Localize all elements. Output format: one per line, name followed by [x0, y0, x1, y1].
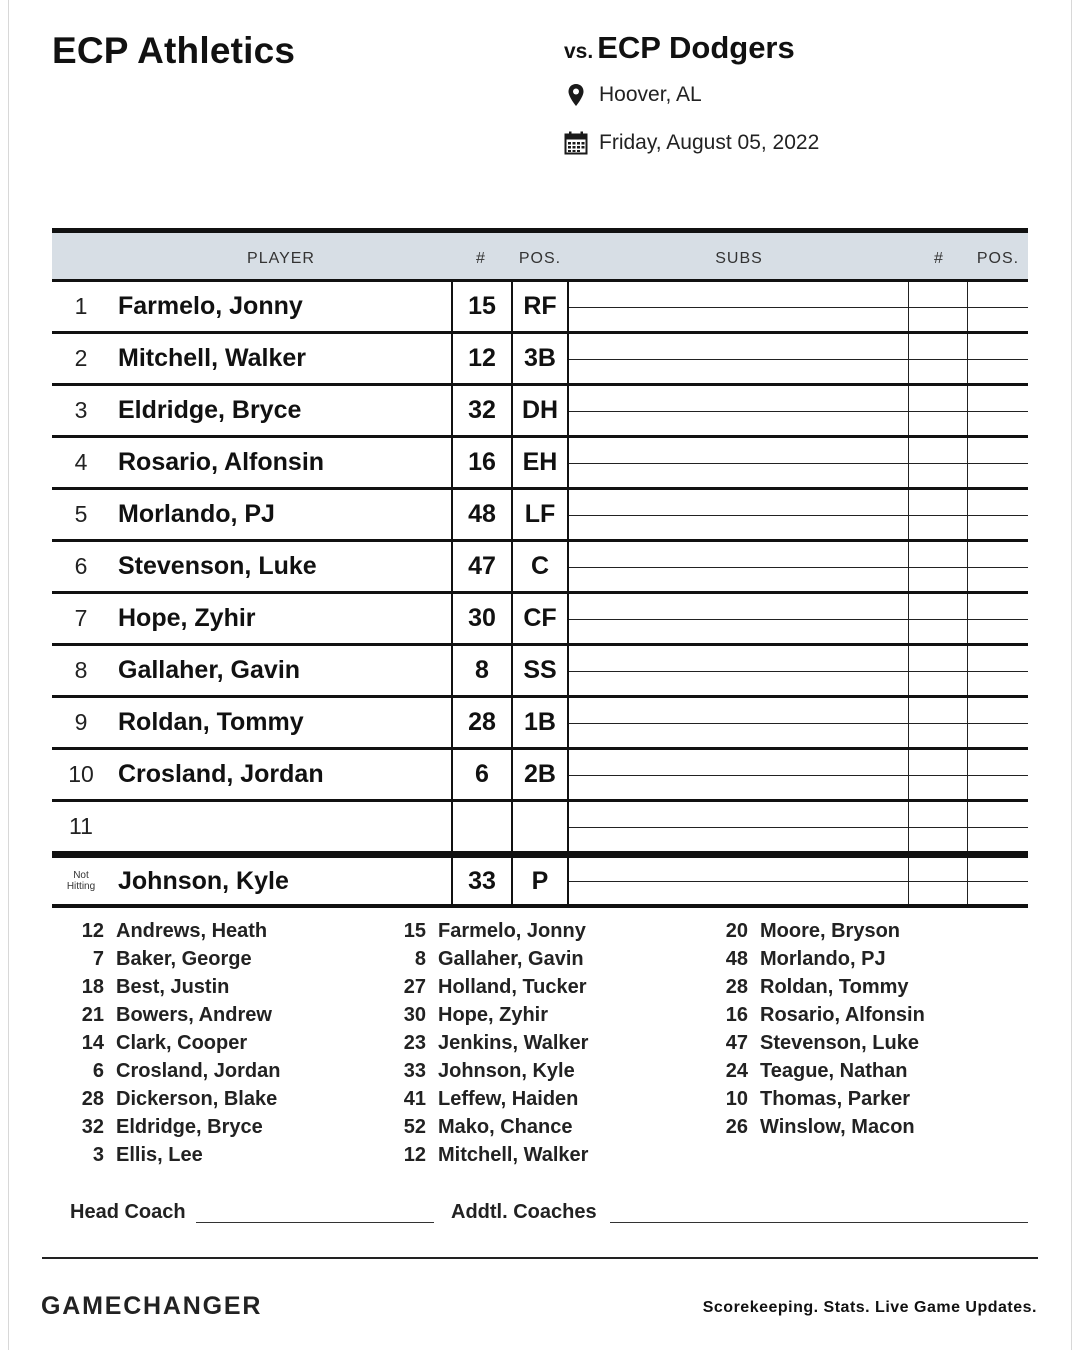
roster-name: Leffew, Haiden [438, 1088, 579, 1110]
batting-order: 9 [74, 709, 88, 735]
roster-name: Mako, Chance [438, 1116, 573, 1138]
lineup-row [52, 386, 1028, 438]
batting-order: 1 [74, 293, 88, 319]
player-number: 16 [451, 438, 511, 487]
roster-item [374, 1032, 588, 1060]
not-hitting-line: Hitting [66, 881, 96, 892]
player-name: Farmelo, Jonny [118, 292, 303, 320]
sub-divider [967, 386, 968, 435]
sub-line [569, 723, 1028, 724]
sub-divider [908, 490, 909, 539]
roster-number: 48 [725, 948, 748, 970]
player-name: Morlando, PJ [118, 500, 275, 528]
roster-name: Gallaher, Gavin [438, 948, 584, 970]
roster-number: 32 [81, 1116, 104, 1138]
sub-line [569, 567, 1028, 568]
lineup-row [52, 542, 1028, 594]
sub-line [569, 881, 1028, 882]
roster-item [374, 976, 588, 1004]
date-row [564, 130, 819, 156]
player-number: 15 [451, 282, 511, 331]
sub-divider [967, 646, 968, 695]
roster-name: Ellis, Lee [116, 1144, 203, 1166]
roster-number: 16 [725, 1004, 748, 1026]
sub-divider [908, 594, 909, 643]
player-name: Stevenson, Luke [118, 552, 317, 580]
roster-item [52, 976, 280, 1004]
sub-divider [967, 802, 968, 851]
sub-divider [967, 858, 968, 904]
player-name: Roldan, Tommy [118, 708, 304, 736]
sub-line [569, 775, 1028, 776]
roster-item [696, 1088, 925, 1116]
roster-number: 24 [725, 1060, 748, 1082]
batting-order: 11 [69, 813, 93, 839]
roster-item [52, 948, 280, 976]
roster-name: Holland, Tucker [438, 976, 587, 998]
roster-item [696, 920, 925, 948]
sub-divider [908, 698, 909, 747]
player-name: Crosland, Jordan [118, 760, 324, 788]
roster-item [374, 948, 588, 976]
player-position: LF [511, 490, 569, 539]
subs-cells[interactable] [569, 438, 1028, 487]
roster-name: Andrews, Heath [116, 920, 268, 942]
roster-name: Johnson, Kyle [438, 1060, 575, 1082]
sub-divider [908, 282, 909, 331]
roster-item [696, 1004, 925, 1032]
player-number: 30 [451, 594, 511, 643]
roster-name: Stevenson, Luke [760, 1032, 919, 1054]
roster-item [696, 1116, 925, 1144]
roster-number: 6 [92, 1060, 104, 1082]
sub-line [569, 619, 1028, 620]
player-number: 12 [451, 334, 511, 383]
lineup-table [52, 228, 1028, 908]
player-position: CF [511, 594, 569, 643]
roster-name: Crosland, Jordan [116, 1060, 281, 1082]
roster-name: Teague, Nathan [760, 1060, 908, 1082]
roster-column [696, 920, 925, 1144]
roster-number: 3 [92, 1144, 104, 1166]
player-number [451, 802, 511, 851]
sub-divider [908, 438, 909, 487]
footer-divider [42, 1257, 1038, 1259]
lineup-row [52, 490, 1028, 542]
subs-cells[interactable] [569, 858, 1028, 904]
player-number: 28 [451, 698, 511, 747]
roster-name: Rosario, Alfonsin [760, 1004, 925, 1026]
roster-number: 41 [403, 1088, 426, 1110]
roster-name: Hope, Zyhir [438, 1004, 549, 1026]
batting-order: 4 [74, 449, 88, 475]
roster-item [374, 1060, 588, 1088]
sub-number-column-header: # [934, 250, 944, 267]
sub-divider [967, 438, 968, 487]
roster-name: Farmelo, Jonny [438, 920, 586, 942]
not-hitting-line: Not [73, 870, 89, 881]
player-position [511, 802, 569, 851]
roster-column [52, 920, 280, 1172]
lineup-row [52, 698, 1028, 750]
lineup-rows [52, 282, 1028, 908]
roster-number: 52 [403, 1116, 426, 1138]
player-number: 33 [451, 858, 511, 904]
lineup-row [52, 594, 1028, 646]
brand-logo: GAMECHANGER [41, 1292, 263, 1320]
roster-item [374, 1116, 588, 1144]
subs-cells[interactable] [569, 750, 1028, 799]
team-name: ECP Athletics [52, 30, 296, 71]
player-number: 8 [451, 646, 511, 695]
sub-divider [908, 802, 909, 851]
subs-cells[interactable] [569, 802, 1028, 851]
lineup-row [52, 646, 1028, 698]
roster-name: Roldan, Tommy [760, 976, 909, 998]
player-position: C [511, 542, 569, 591]
roster-item [696, 976, 925, 1004]
roster-number: 47 [725, 1032, 748, 1054]
roster-item [696, 1060, 925, 1088]
roster-number: 14 [81, 1032, 104, 1054]
roster-name: Best, Justin [116, 976, 230, 998]
sub-line [569, 411, 1028, 412]
roster-item [374, 920, 588, 948]
lineup-row [52, 438, 1028, 490]
batting-order: 5 [74, 501, 88, 527]
roster-name: Baker, George [116, 948, 252, 970]
roster-name: Eldridge, Bryce [116, 1116, 263, 1138]
sub-line [569, 515, 1028, 516]
player-position: SS [511, 646, 569, 695]
sub-line [569, 359, 1028, 360]
player-name: Rosario, Alfonsin [118, 448, 325, 476]
lineup-header [52, 228, 1028, 282]
roster-name: Bowers, Andrew [116, 1004, 272, 1026]
player-number: 6 [451, 750, 511, 799]
player-position: 2B [511, 750, 569, 799]
opponent-name: ECP Dodgers [597, 30, 795, 65]
subs-cells[interactable] [569, 646, 1028, 695]
roster-column [374, 920, 588, 1172]
roster-name: Thomas, Parker [760, 1088, 911, 1110]
roster-number: 30 [403, 1004, 426, 1026]
game-date: Friday, August 05, 2022 [599, 131, 820, 154]
sub-line [569, 463, 1028, 464]
sub-divider [967, 282, 968, 331]
location-row [564, 82, 702, 108]
sub-line [569, 671, 1028, 672]
roster-number: 23 [403, 1032, 426, 1054]
player-name: Gallaher, Gavin [118, 656, 301, 684]
opponent-line [564, 30, 795, 66]
player-position: P [511, 858, 569, 904]
roster-item [52, 1032, 280, 1060]
roster-name: Morlando, PJ [760, 948, 886, 970]
roster-name: Jenkins, Walker [438, 1032, 589, 1054]
roster-item [52, 1116, 280, 1144]
roster-item [52, 1004, 280, 1032]
roster-number: 12 [403, 1144, 426, 1166]
roster-number: 10 [725, 1088, 748, 1110]
not-hitting-label [52, 858, 110, 904]
roster-number: 12 [81, 920, 104, 942]
sub-line [569, 827, 1028, 828]
subs-cells[interactable] [569, 594, 1028, 643]
game-location: Hoover, AL [599, 83, 702, 106]
roster-item [374, 1144, 588, 1172]
player-position: 3B [511, 334, 569, 383]
roster-number: 8 [414, 948, 426, 970]
batting-order: 10 [68, 761, 94, 787]
roster-name: Moore, Bryson [760, 920, 901, 942]
sub-divider [967, 698, 968, 747]
sub-position-column-header: POS. [976, 250, 1020, 267]
roster-name: Mitchell, Walker [438, 1144, 589, 1166]
addtl-coaches-label: Addtl. Coaches [451, 1201, 597, 1223]
batting-order: 6 [74, 553, 88, 579]
roster-number: 15 [403, 920, 426, 942]
player-number: 32 [451, 386, 511, 435]
sub-divider [967, 542, 968, 591]
addtl-coaches-field[interactable] [610, 1222, 1028, 1223]
player-column-header: PLAYER [247, 250, 315, 267]
batting-order: 3 [74, 397, 88, 423]
roster-item [52, 920, 280, 948]
head-coach-label: Head Coach [70, 1201, 186, 1223]
roster-number: 33 [403, 1060, 426, 1082]
player-position: 1B [511, 698, 569, 747]
footer-tagline: Scorekeeping. Stats. Live Game Updates. [702, 1299, 1037, 1316]
sub-divider [967, 594, 968, 643]
batting-order: 7 [74, 605, 88, 631]
position-column-header: POS. [518, 250, 562, 267]
roster-item [696, 948, 925, 976]
subs-cells[interactable] [569, 490, 1028, 539]
subs-cells[interactable] [569, 282, 1028, 331]
roster-number: 26 [725, 1116, 748, 1138]
not-hitting-text [67, 870, 95, 892]
sub-divider [967, 750, 968, 799]
player-number: 47 [451, 542, 511, 591]
lineup-row [52, 802, 1028, 854]
player-name: Johnson, Kyle [118, 866, 289, 895]
subs-cells[interactable] [569, 542, 1028, 591]
player-name: Mitchell, Walker [118, 344, 307, 372]
player-position: EH [511, 438, 569, 487]
subs-cells[interactable] [569, 698, 1028, 747]
roster-item [696, 1032, 925, 1060]
roster-number: 27 [403, 976, 426, 998]
sub-divider [967, 334, 968, 383]
sub-divider [967, 490, 968, 539]
roster-number: 21 [81, 1004, 104, 1026]
roster-item [52, 1144, 280, 1172]
not-hitting-row [52, 854, 1028, 908]
subs-cells[interactable] [569, 386, 1028, 435]
sub-line [569, 307, 1028, 308]
player-position: RF [511, 282, 569, 331]
roster-name: Clark, Cooper [116, 1032, 248, 1054]
roster-item [374, 1004, 588, 1032]
lineup-row [52, 282, 1028, 334]
sub-divider [908, 858, 909, 904]
roster-item [374, 1088, 588, 1116]
roster-number: 20 [725, 920, 748, 942]
batting-order: 2 [74, 345, 88, 371]
roster-name: Dickerson, Blake [116, 1088, 278, 1110]
sub-divider [908, 334, 909, 383]
lineup-row [52, 334, 1028, 386]
vs-label: vs. [564, 40, 594, 63]
subs-cells[interactable] [569, 334, 1028, 383]
sub-divider [908, 750, 909, 799]
sub-divider [908, 646, 909, 695]
batting-order: 8 [74, 657, 88, 683]
number-column-header: # [476, 250, 486, 267]
roster-number: 28 [81, 1088, 104, 1110]
sub-divider [908, 386, 909, 435]
calendar-icon [564, 130, 588, 156]
roster-item [52, 1088, 280, 1116]
roster-number: 28 [725, 976, 748, 998]
sub-divider [908, 542, 909, 591]
subs-column-header: SUBS [715, 250, 763, 267]
player-position: DH [511, 386, 569, 435]
roster-number: 18 [81, 976, 104, 998]
roster-number: 7 [92, 948, 104, 970]
roster-item [52, 1060, 280, 1088]
player-name: Hope, Zyhir [118, 604, 256, 632]
map-pin-icon [564, 82, 588, 108]
player-name: Eldridge, Bryce [118, 396, 302, 424]
head-coach-field[interactable] [196, 1222, 434, 1223]
lineup-row [52, 750, 1028, 802]
player-number: 48 [451, 490, 511, 539]
roster-name: Winslow, Macon [760, 1116, 915, 1138]
